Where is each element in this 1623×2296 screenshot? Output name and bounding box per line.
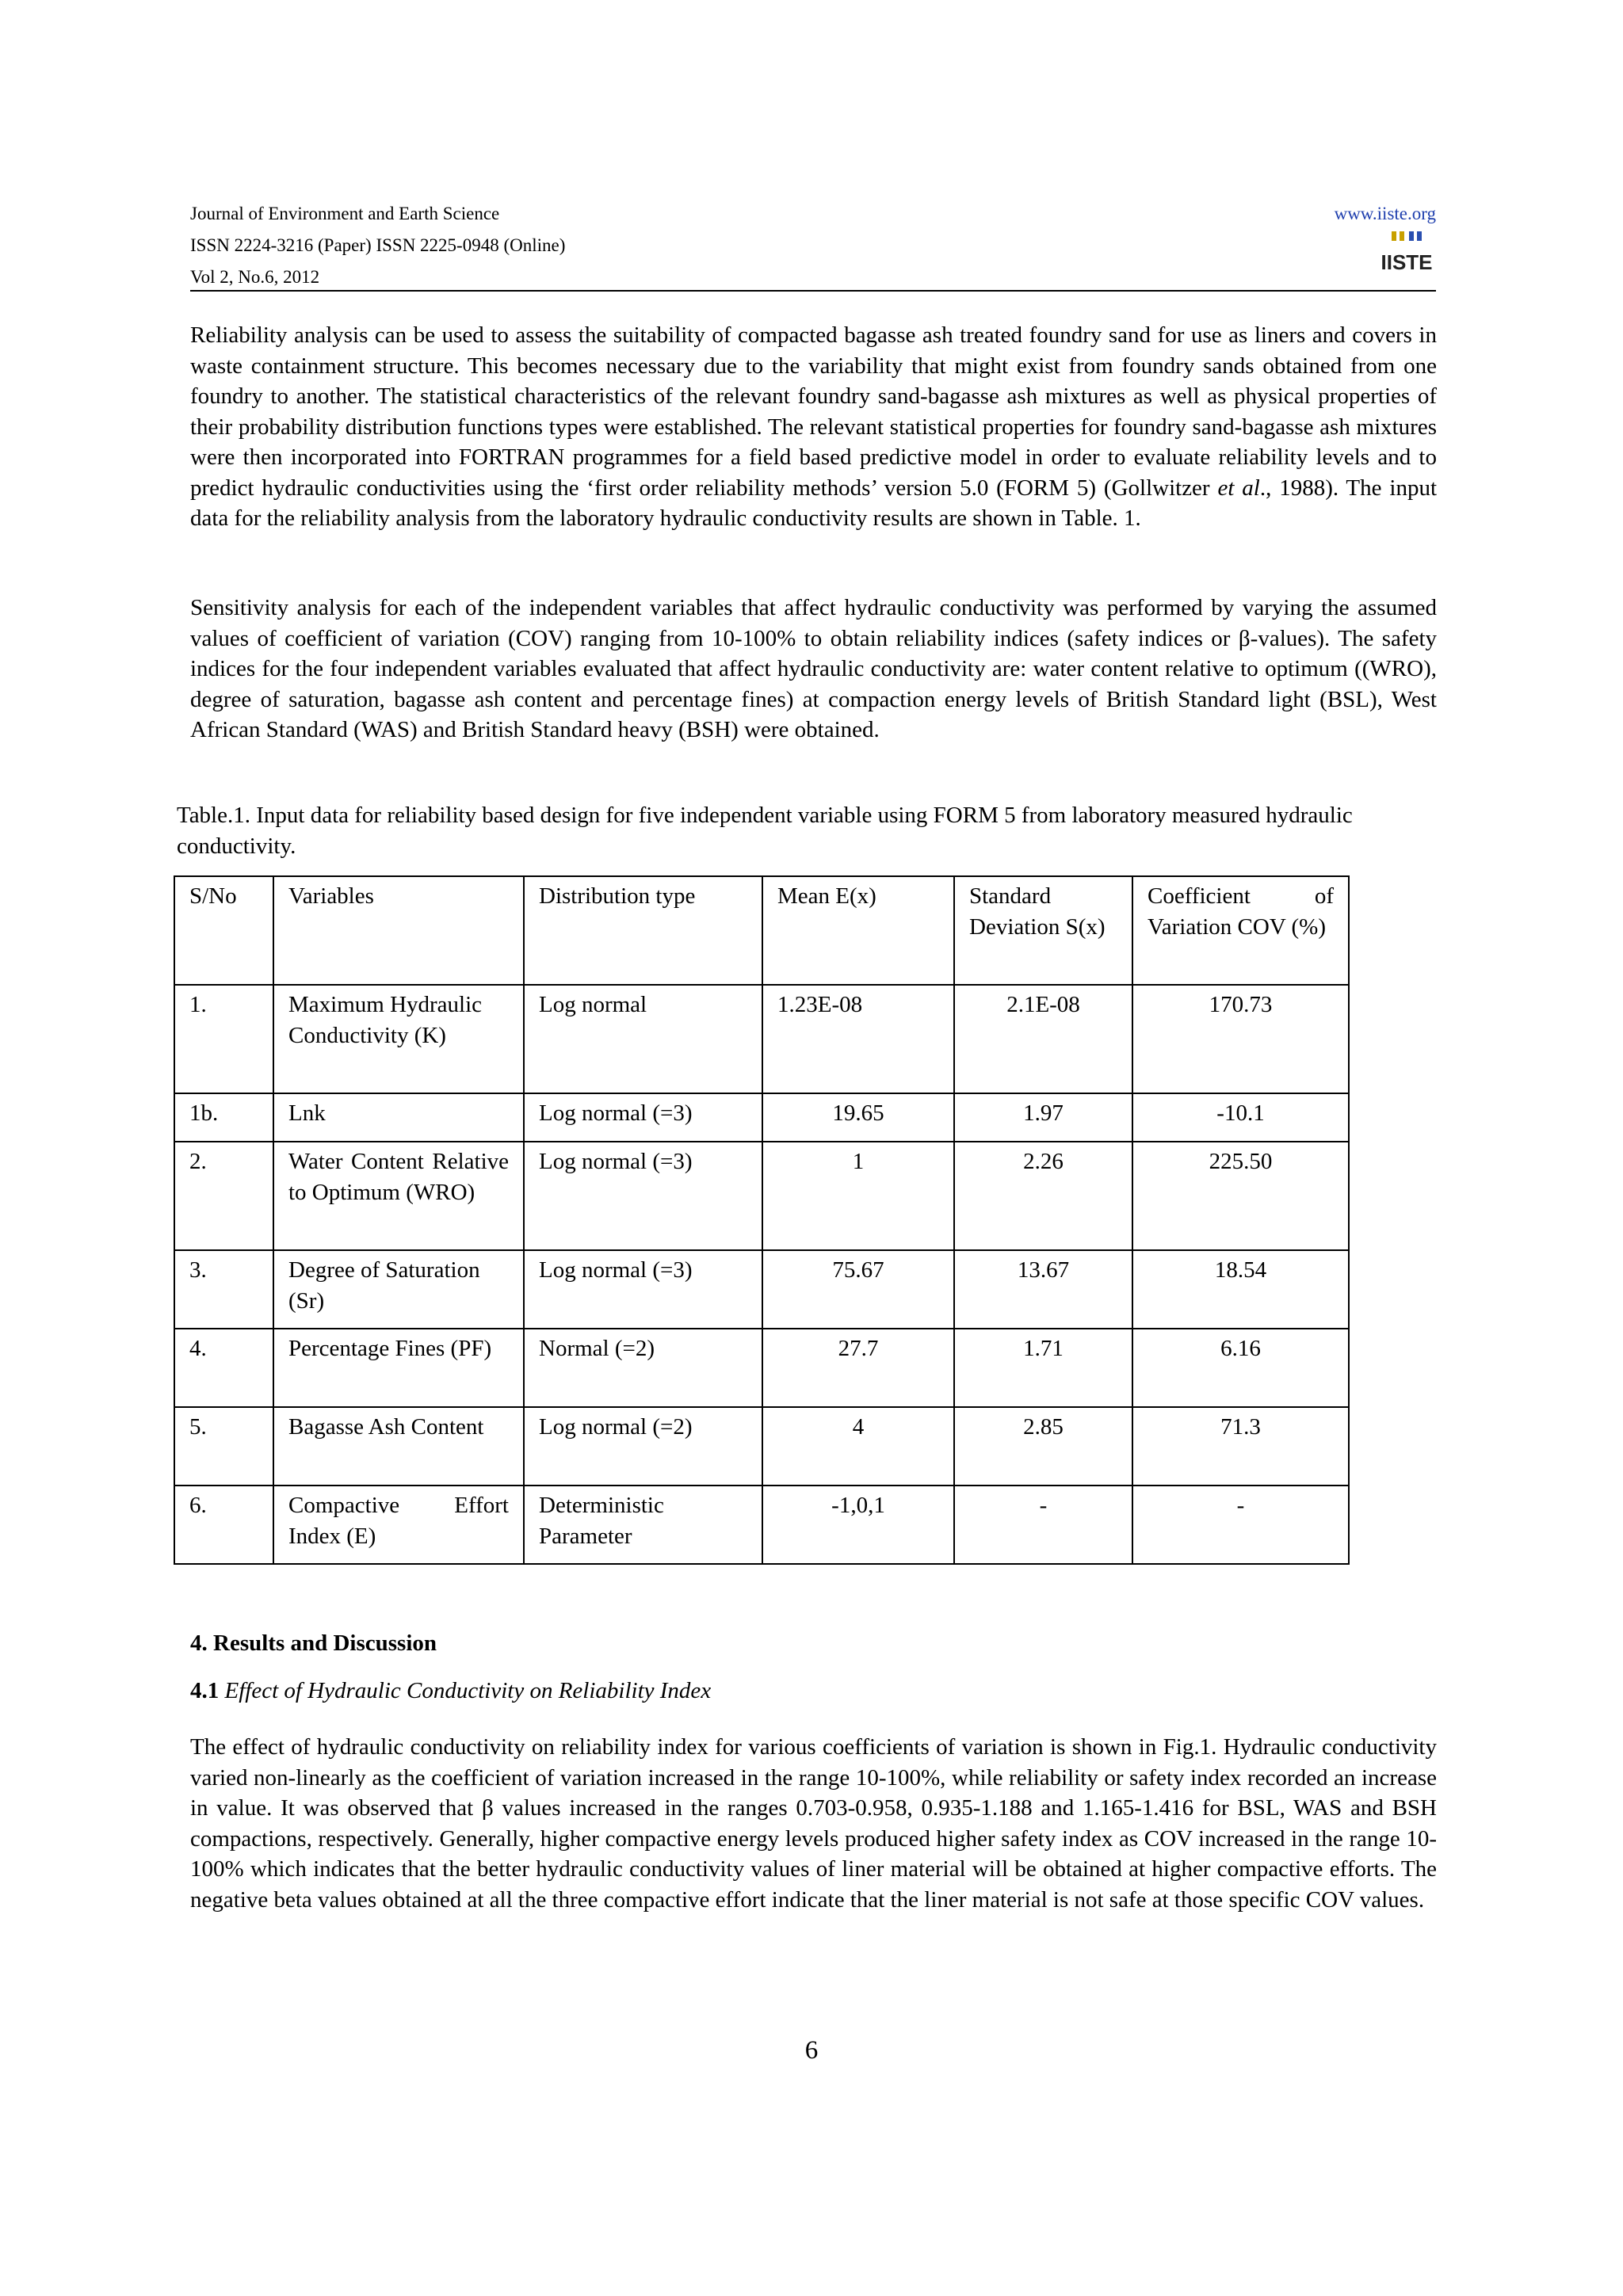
table-cell: 13.67: [954, 1250, 1132, 1329]
header-rule: [190, 290, 1436, 292]
subsection-title-text: Effect of Hydraulic Conductivity on Reliability Index: [224, 1678, 712, 1703]
table-cell: 3.: [174, 1250, 273, 1329]
table-cell: Log normal: [524, 985, 762, 1093]
table-cell: 1.71: [954, 1329, 1132, 1407]
paragraph-results: [190, 1732, 1437, 1915]
input-data-table: [174, 875, 1350, 1565]
table-cell: -10.1: [1132, 1093, 1349, 1142]
paragraph-reliability: [190, 320, 1437, 534]
table-cell: 27.7: [762, 1329, 954, 1407]
table-cell: Log normal (=3): [524, 1142, 762, 1250]
table-cell: 5.: [174, 1407, 273, 1486]
table-cell: 71.3: [1132, 1407, 1349, 1486]
table-cell: 225.50: [1132, 1142, 1349, 1250]
table-cell: 1: [762, 1142, 954, 1250]
table-row: [174, 1250, 1349, 1329]
table-row: [174, 1407, 1349, 1486]
table-cell: 170.73: [1132, 985, 1349, 1093]
para1-end: ., 1988). The input data for the reliability analysis from the laboratory hydraulic conductivity results are shown in Table. 1.: [190, 475, 1438, 531]
para1-text: Reliability analysis can be used to assess the suitability of compacted bagasse ash treated foundry sand for use as liners and covers in waste containment structure. This becomes necessary due to the variability that might exist from foundry sands obtained from one foundry to another. The statistical characteristics of the relevant foundry sand-bagasse ash mixtures as well as physical properties of their probability distribution functions types were established. The relevant statistical properties for foundry sand-bagasse ash mixtures were then incorporated into FORTRAN programmes for a field based predictive model in order to evaluate reliability levels and to predict hydraulic conductivities using the ‘first order reliability methods’ version 5.0 (FORM 5) (Gollwitzer: [190, 322, 1437, 501]
table-cell: Deterministic Parameter: [524, 1486, 762, 1564]
table-cell: Log normal (=2): [524, 1407, 762, 1486]
table-cell: Bagasse Ash Content: [273, 1407, 524, 1486]
table-cell: Normal (=2): [524, 1329, 762, 1407]
table-cell: -: [954, 1486, 1132, 1564]
para2-text: Sensitivity analysis for each of the independent variables that affect hydraulic conductivity was performed by varying the assumed values of coefficient of variation (COV) ranging from 10-100% to obtain reliability indices (safety indices or β-values). The safety indices for the four independent variables evaluated that affect hydraulic conductivity are: water content relative to optimum ((WRO), degree of saturation, bagasse ash content and percentage fines) at compaction energy levels of British Standard light (BSL), West African Standard (WAS) and British Standard heavy (BSH) were obtained.: [190, 595, 1437, 742]
table-cell: 1.: [174, 985, 273, 1093]
table-cell: 6.: [174, 1486, 273, 1564]
table-cell: Log normal (=3): [524, 1250, 762, 1329]
header-cell: Distribution type: [524, 876, 762, 985]
table-row: [174, 1486, 1349, 1564]
table-cell: 2.: [174, 1142, 273, 1250]
journal-issn: ISSN 2224-3216 (Paper) ISSN 2225-0948 (Online): [190, 235, 566, 255]
page-number: 6: [804, 2036, 819, 2065]
paragraph-sensitivity: [190, 593, 1437, 746]
logo-text: IISTE: [1381, 250, 1433, 274]
table-cell: 18.54: [1132, 1250, 1349, 1329]
header-cell: S/No: [174, 876, 273, 985]
header-cell: Variables: [273, 876, 524, 985]
table-cell: 4: [762, 1407, 954, 1486]
table-cell: 6.16: [1132, 1329, 1349, 1407]
journal-header: [190, 198, 565, 293]
subsection-number: 4.1: [190, 1678, 220, 1703]
journal-url-link[interactable]: www.iiste.org: [1334, 204, 1436, 223]
table-cell: 1b.: [174, 1093, 273, 1142]
table-cell: Compactive Effort Index (E): [273, 1486, 524, 1564]
table-cell: -1,0,1: [762, 1486, 954, 1564]
table-cell: 1.23E-08: [762, 985, 954, 1093]
table-cell: Lnk: [273, 1093, 524, 1142]
table-row: [174, 985, 1349, 1093]
section-title: 4. Results and Discussion: [190, 1630, 437, 1656]
iiste-logo-icon: [1381, 230, 1433, 274]
table-cell: 4.: [174, 1329, 273, 1407]
table-cell: -: [1132, 1486, 1349, 1564]
table-row: [174, 1329, 1349, 1407]
para3-text: The effect of hydraulic conductivity on reliability index for various coefficients of variation is shown in Fig.1. Hydraulic conductivity varied non-linearly as the coefficient of variation increased in the range 10-100%, while reliability or safety index recorded an increase in value. It was observed that β values increased in the ranges 0.703-0.958, 0.935-1.188 and 1.165-1.416 for BSL, WAS and BSH compactions, respectively. Generally, higher compactive energy levels produced higher safety index as COV increased in the range 10-100% which indicates that the better hydraulic conductivity values of liner material will be obtained at higher compactive efforts. The negative beta values obtained at all the three compactive effort indicate that the liner material is not safe at those specific COV values.: [190, 1734, 1437, 1913]
table-cell: Log normal (=3): [524, 1093, 762, 1142]
subsection-title: [190, 1675, 711, 1707]
para1-etal: et al: [1217, 475, 1260, 501]
table-cell: Maximum Hydraulic Conductivity (K): [273, 985, 524, 1093]
table-cell: 1.97: [954, 1093, 1132, 1142]
table-caption: Table.1. Input data for reliability based design for five independent variable using FORM 5 from laboratory measured hydraulic conductivity.: [177, 803, 1353, 859]
header-cell: Coefficient of Variation COV (%): [1132, 876, 1349, 985]
table-cell: 2.26: [954, 1142, 1132, 1250]
table-cell: Water Content Relative to Optimum (WRO): [273, 1142, 524, 1250]
journal-name: Journal of Environment and Earth Science: [190, 204, 500, 223]
table-cell: 19.65: [762, 1093, 954, 1142]
journal-volume: Vol 2, No.6, 2012: [190, 267, 320, 287]
table-cell: 2.1E-08: [954, 985, 1132, 1093]
table-header-row: [174, 876, 1349, 985]
table-cell: Degree of Saturation (Sr): [273, 1250, 524, 1329]
table-row: [174, 1142, 1349, 1250]
header-cell: Mean E(x): [762, 876, 954, 985]
header-cell: Standard Deviation S(x): [954, 876, 1132, 985]
table-cell: Percentage Fines (PF): [273, 1329, 524, 1407]
table-row: [174, 1093, 1349, 1142]
table-cell: 2.85: [954, 1407, 1132, 1486]
table-cell: 75.67: [762, 1250, 954, 1329]
